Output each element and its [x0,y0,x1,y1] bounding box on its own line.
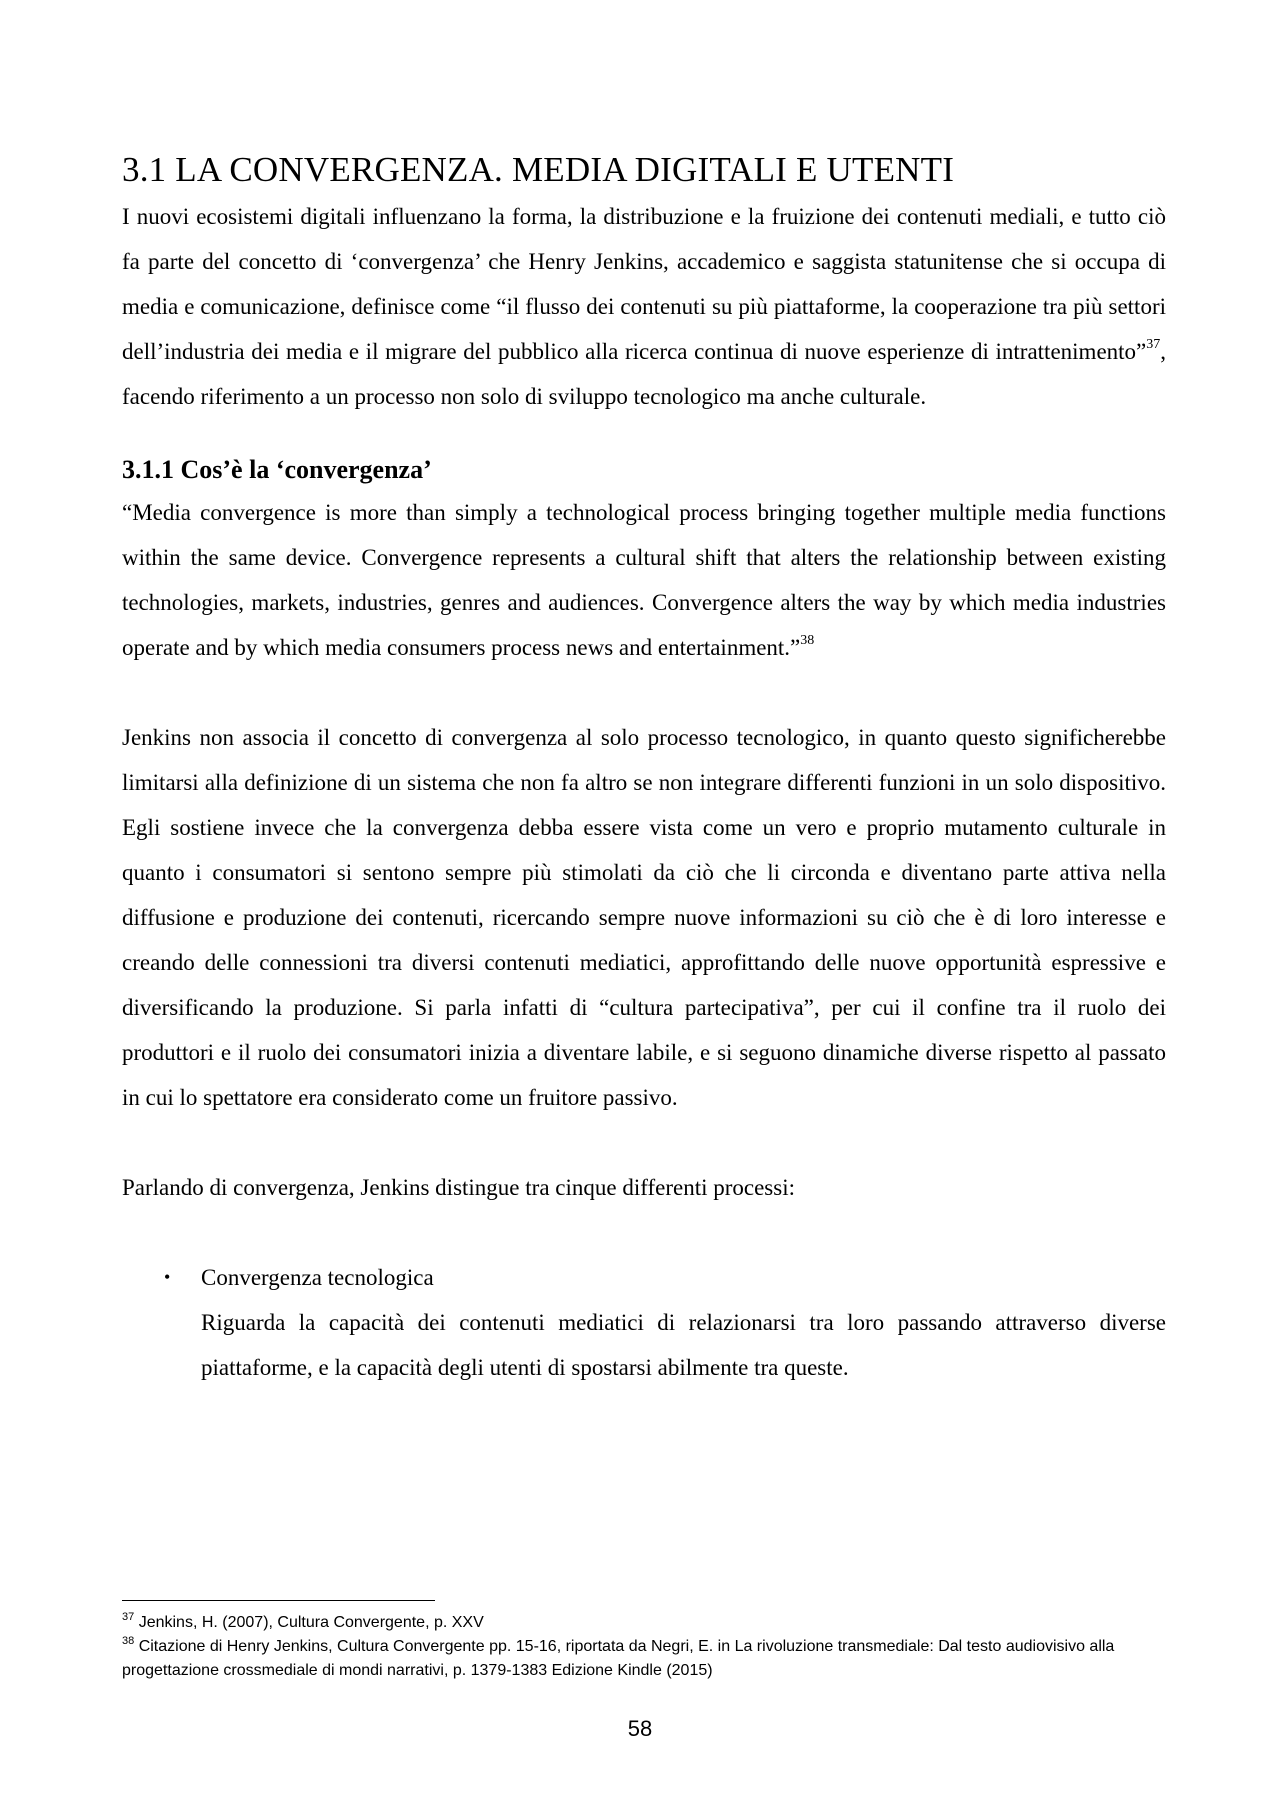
paragraph-spacer [122,1120,1166,1165]
page-number: 58 [627,1716,653,1741]
footnote-number: 38 [122,1634,135,1647]
page-content [122,148,1166,1390]
footnote-number: 37 [122,1610,135,1623]
process-list [122,1255,1166,1390]
footnote-ref-38[interactable]: 38 [800,633,815,649]
footnote-text: Jenkins, H. (2007), Cultura Convergente, p. XXV [134,1614,484,1631]
intro-paragraph [122,194,1166,419]
quote-text: “Media convergence is more than simply a technological process bringing together multiple media functions within the same device. Convergence represents a cultural shift that alters the relationship between existing technologies, markets, industries, genres and audiences. Convergence alters the way by which media industries operate and by which media consumers process news and entertainment.” [122,500,1166,660]
list-item-description: Riguarda la capacità dei contenuti mediatici di relazionarsi tra loro passando attraverso diverse piattaforme, e la capacità degli utenti di spostarsi abilmente tra queste. [201,1310,1166,1380]
footnotes [122,1600,1166,1683]
footnote-text: Citazione di Henry Jenkins, Cultura Convergente pp. 15-16, riportata da Negri, E. in La rivoluzione transmediale: Dal testo audiovisivo alla progettazione crossmediale di mondi narrativi, p. 1379-1383 Edizione Kindle (2015) [122,1638,1115,1679]
bullet-icon: • [164,1267,171,1287]
footnote-ref-37[interactable]: 37 [1146,337,1161,353]
list-item [122,1255,1166,1390]
intro-text: I nuovi ecosistemi digitali influenzano la forma, la distribuzione e la fruizione dei contenuti mediali, e tutto ciò fa parte del concetto di ‘convergenza’ che Henry Jenkins, accademico e saggista statunitense che si occupa di media e comunicazione, definisce come “il flusso dei contenuti su più piattaforme, la cooperazione tra più settori dell’industria dei media e il migrare del pubblico alla ricerca continua di nuove esperienze di intrattenimento” [122,204,1166,364]
list-intro-paragraph: Parlando di convergenza, Jenkins distingue tra cinque differenti processi: [122,1175,795,1200]
footnote-37 [122,1611,1166,1635]
footnote-divider [122,1600,435,1601]
subsection-title: 3.1.1 Cos’è la ‘convergenza’ [122,455,432,484]
list-item-title: Convergenza tecnologica [201,1265,434,1290]
paragraph-spacer [122,1210,1166,1255]
intro-text-continued: , facendo riferimento a un processo non solo di sviluppo tecnologico ma anche culturale. [122,339,1166,409]
body-paragraph: Jenkins non associa il concetto di convergenza al solo processo tecnologico, in quanto questo significherebbe limitarsi alla definizione di un sistema che non fa altro se non integrare differenti funzioni in un solo dispositivo. Egli sostiene invece che la convergenza debba essere vista come un vero e proprio mutamento culturale in quanto i consumatori si sentono sempre più stimolati da ciò che li circonda e diventano parte attiva nella diffusione e produzione dei contenuti, ricercando sempre nuove informazioni su ciò che è di loro interesse e creando delle connessioni tra diversi contenuti mediatici, approfittando delle nuove opportunità espressive e diversificando la produzione. Si parla infatti di “cultura partecipativa”, per cui il confine tra il ruolo dei produttori e il ruolo dei consumatori inizia a diventare labile, e si seguono dinamiche diverse rispetto al passato in cui lo spettatore era considerato come un fruitore passivo. [122,725,1166,1110]
section-title: 3.1 LA CONVERGENZA. MEDIA DIGITALI E UTENTI [122,150,955,189]
quote-paragraph [122,490,1166,670]
paragraph-spacer [122,670,1166,715]
footnote-38 [122,1635,1166,1683]
